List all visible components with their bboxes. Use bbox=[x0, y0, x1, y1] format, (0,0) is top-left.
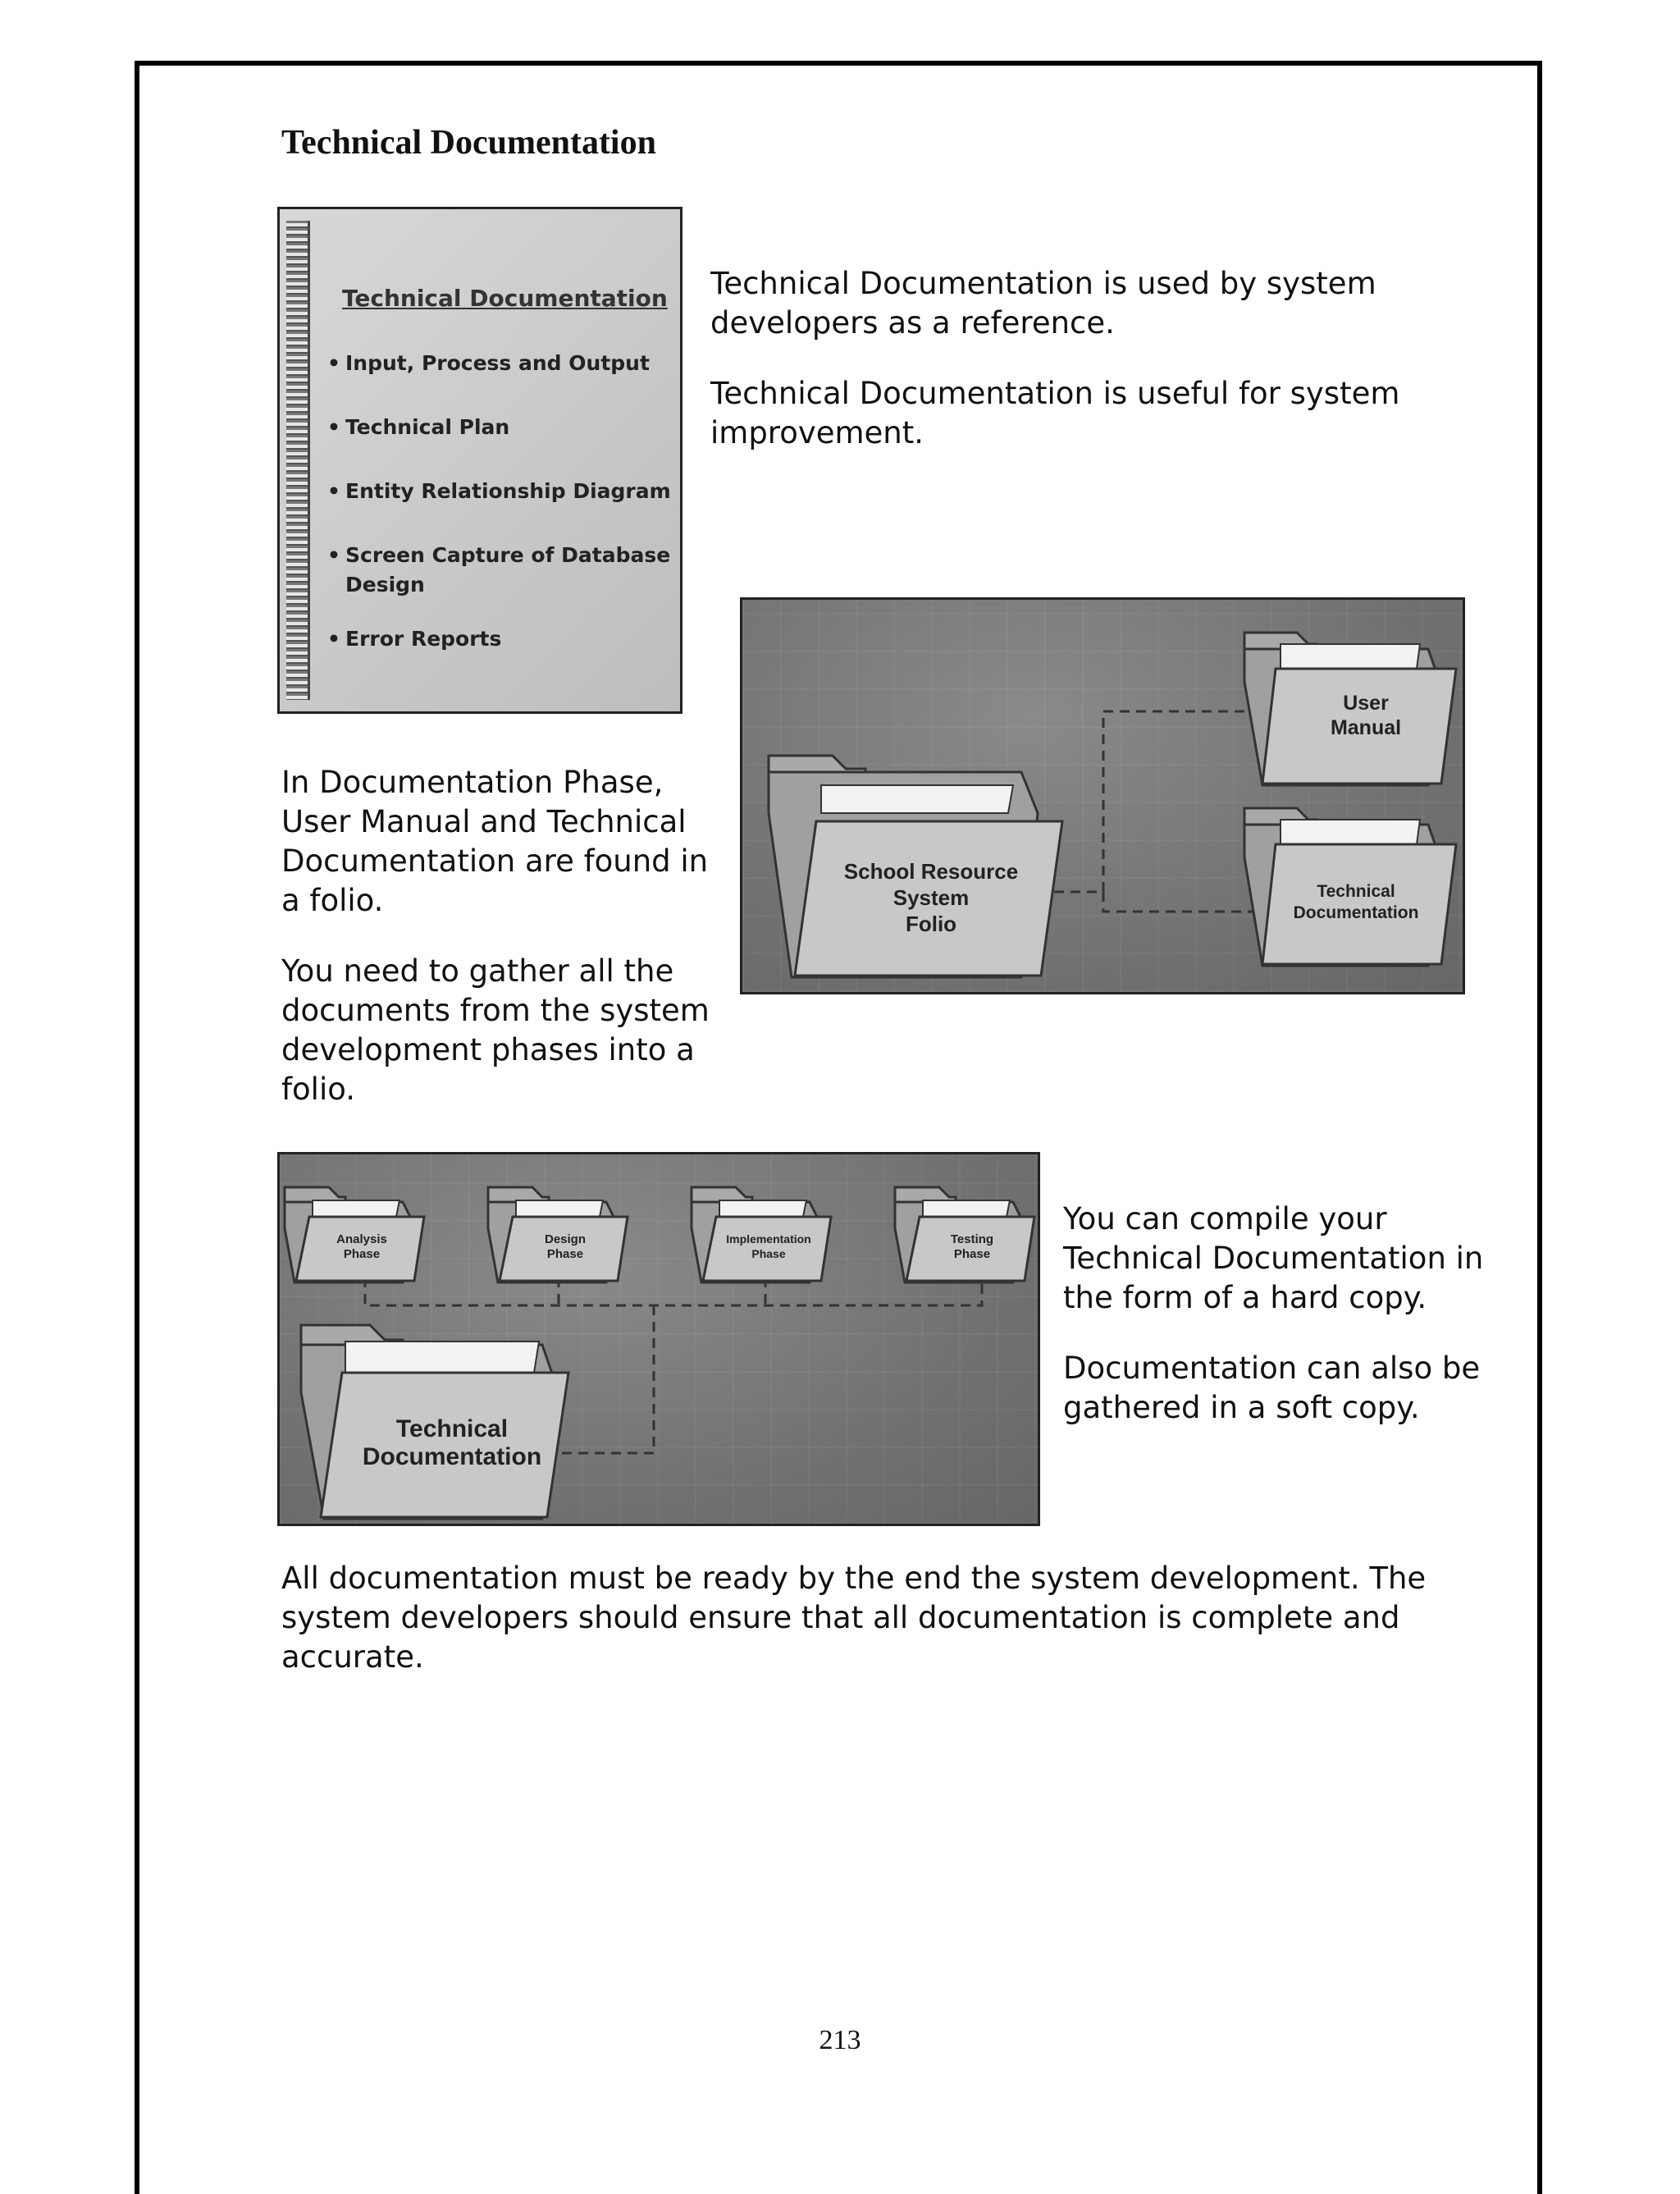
folder-label: Manual bbox=[1330, 716, 1402, 739]
paragraph: You can compile your Technical Documentation in the form of a hard copy. bbox=[1063, 1201, 1484, 1315]
paragraph: All documentation must be ready by the end the system development. The system developers should ensure that all documentation is complete and accurate. bbox=[281, 1561, 1427, 1675]
phases-diagram bbox=[277, 1152, 1040, 1526]
notebook-list bbox=[327, 349, 672, 688]
folder-icon bbox=[692, 1187, 831, 1282]
notebook-item: • Error Reports bbox=[327, 624, 672, 654]
folder-label: Folio bbox=[905, 912, 957, 936]
notebook-title: Technical Documentation bbox=[342, 285, 668, 312]
paragraph: Documentation can also be gathered in a soft copy. bbox=[1063, 1351, 1481, 1425]
notebook-item: • Entity Relationship Diagram bbox=[327, 477, 672, 506]
notebook-item: • Technical Plan bbox=[327, 413, 672, 442]
folder-label: Phase bbox=[343, 1247, 381, 1261]
page-number: 213 bbox=[819, 2025, 861, 2055]
folder-label: System bbox=[892, 885, 970, 910]
folder-label: Phase bbox=[751, 1247, 786, 1260]
folio-text bbox=[281, 763, 724, 1140]
folder-icon bbox=[895, 1187, 1034, 1282]
folio-diagram bbox=[740, 597, 1465, 994]
folder-label: Design bbox=[544, 1232, 587, 1246]
compile-text bbox=[1063, 1200, 1490, 1459]
folder-icon bbox=[769, 756, 1062, 977]
folder-icon bbox=[285, 1187, 424, 1282]
folder-label: User bbox=[1343, 692, 1389, 715]
folder-label: Phase bbox=[546, 1247, 584, 1261]
paragraph: Technical Documentation is used by system developers as a reference. bbox=[710, 266, 1376, 341]
folder-label: Testing bbox=[950, 1232, 994, 1246]
folder-label: Analysis bbox=[336, 1232, 387, 1246]
folder-label: Phase bbox=[953, 1247, 991, 1261]
folder-icon bbox=[1244, 808, 1456, 966]
closing-text bbox=[281, 1559, 1463, 1708]
folder-label: Documentation bbox=[1293, 903, 1419, 922]
folder-label: Technical bbox=[1317, 882, 1395, 901]
folder-icon bbox=[1244, 633, 1456, 785]
paragraph: Technical Documentation is useful for system improvement. bbox=[710, 376, 1400, 450]
folder-icon bbox=[301, 1325, 568, 1519]
folder-label: Implementation bbox=[726, 1232, 811, 1246]
folder-label: School Resource bbox=[843, 859, 1019, 884]
notebook-item: • Screen Capture of Database Design bbox=[327, 541, 672, 600]
folder-label: Technical bbox=[395, 1415, 509, 1442]
folder-icon bbox=[488, 1187, 628, 1282]
folder-label: Documentation bbox=[362, 1443, 542, 1470]
spiral-binding-icon bbox=[286, 221, 310, 700]
paragraph: In Documentation Phase, User Manual and Technical Documentation are found in a folio. bbox=[281, 765, 709, 918]
notebook-item: • Input, Process and Output bbox=[327, 349, 672, 378]
notebook-illustration bbox=[277, 207, 682, 714]
page-heading: Technical Documentation bbox=[281, 124, 656, 162]
intro-text bbox=[710, 264, 1449, 484]
paragraph: You need to gather all the documents from the system development phases into a folio. bbox=[281, 953, 710, 1107]
